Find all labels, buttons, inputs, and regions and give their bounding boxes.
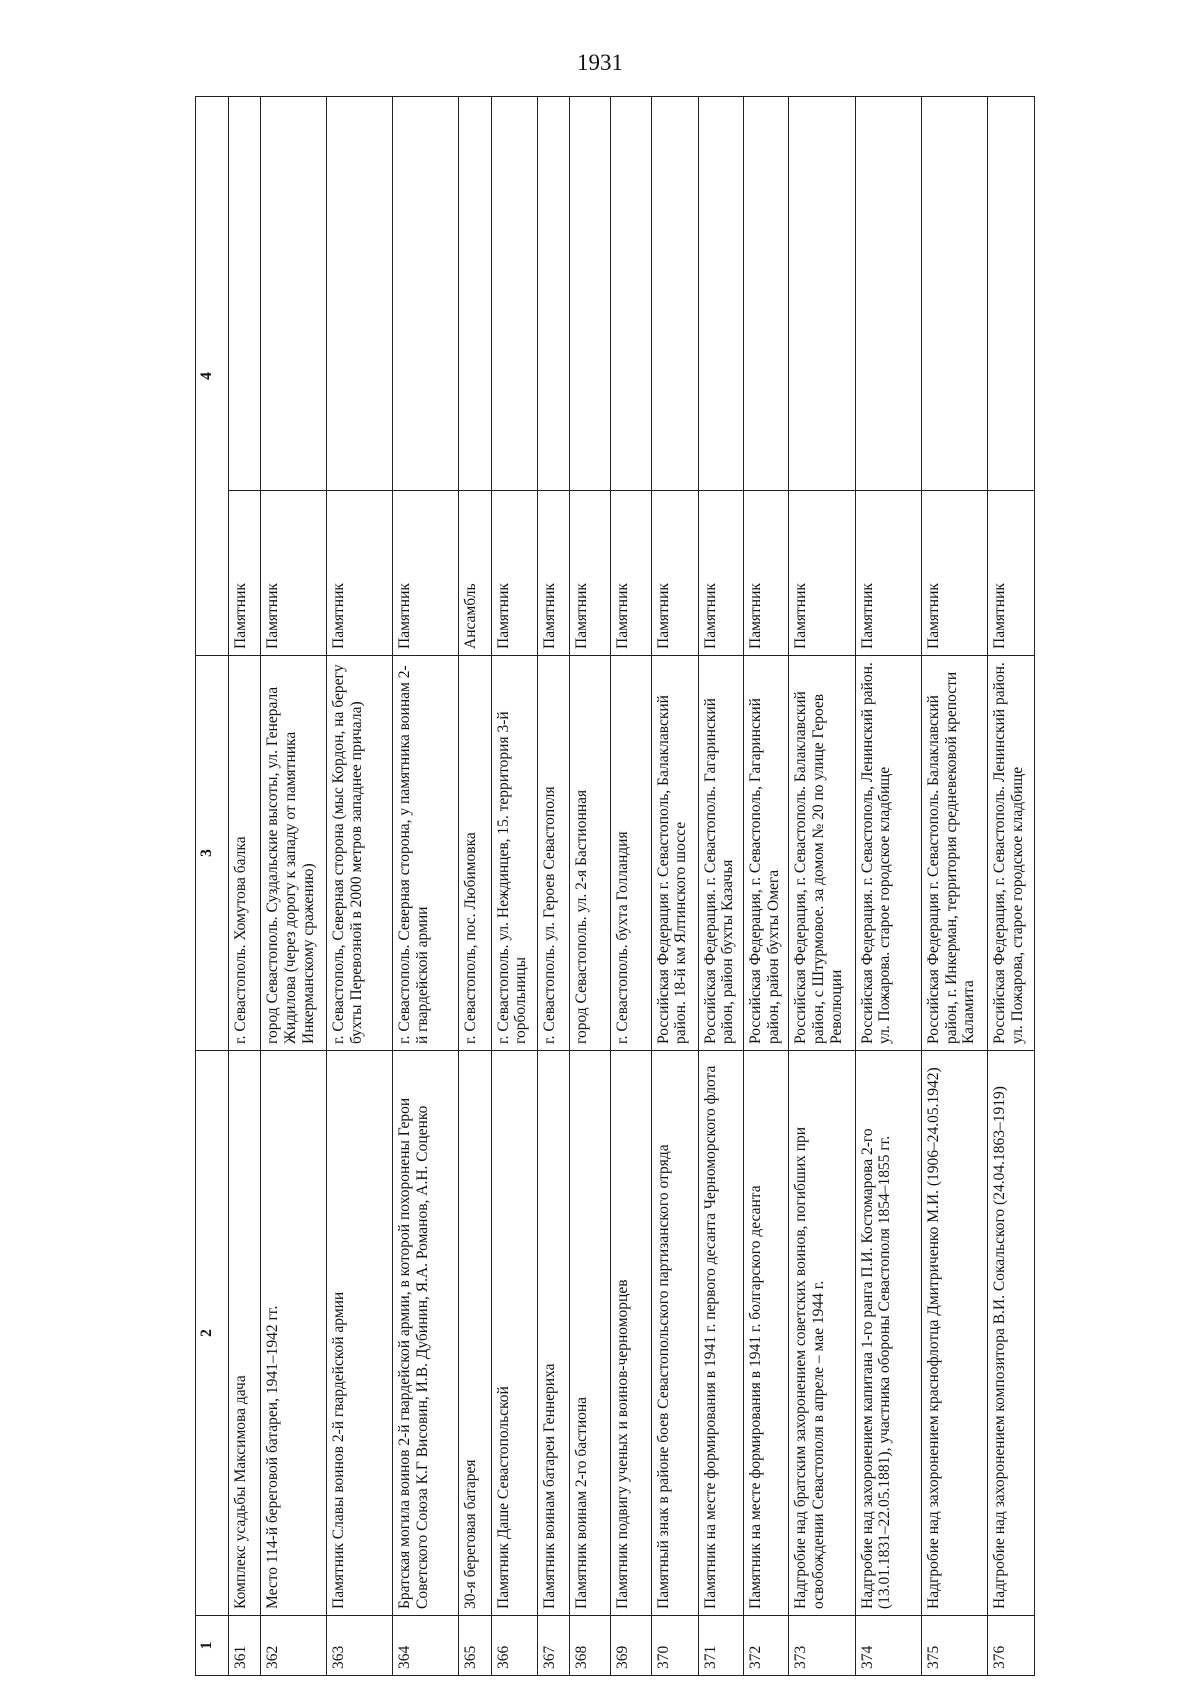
- monument-type-cell: Памятник: [393, 491, 459, 656]
- monument-name-cell: Комплекс усадьбы Максимова дача: [229, 1051, 261, 1616]
- monument-type-cell: Памятник: [491, 491, 538, 656]
- monument-address-cell: Российская Федерация, г. Севастополь. Балаклавский район, с Штурмовое. за домом № 20 по улице Героев Революции: [789, 656, 855, 1051]
- table-row: [987, 97, 1034, 1676]
- row-number-cell: 371: [698, 1616, 743, 1676]
- monument-name-cell: Место 114-й береговой батареи, 1941–1942 гг.: [261, 1051, 327, 1616]
- monument-address-cell: Российская Федерация. г. Севастополь. Гагаринский район, район бухты Казачья: [698, 656, 743, 1051]
- monument-address-cell: г. Севастополь. ул. Героев Севастополя: [538, 656, 570, 1051]
- monuments-table: [195, 96, 1035, 1676]
- table-row: [538, 97, 570, 1676]
- monument-note-cell: [570, 97, 611, 491]
- monument-note-cell: [393, 97, 459, 491]
- monument-note-cell: [491, 97, 538, 491]
- monument-note-cell: [921, 97, 987, 491]
- header-row: [196, 97, 229, 1676]
- monument-address-cell: г. Севастополь, пос. Любимовка: [459, 656, 491, 1051]
- monument-note-cell: [459, 97, 491, 491]
- monument-name-cell: Надгробие над захоронением краснофлотца Дмитриченко М.И. (1906–24.05.1942): [921, 1051, 987, 1616]
- monument-name-cell: Надгробие над захоронением капитана 1-го ранга П.И. Костомарова 2-го (13.01.1831–22.05.1881), участника обороны Севастополя 1854–1855 гг.: [855, 1051, 921, 1616]
- monument-type-cell: Ансамбль: [459, 491, 491, 656]
- page-number: 1931: [577, 50, 623, 75]
- monument-type-cell: Памятник: [327, 491, 393, 656]
- row-number-cell: 368: [570, 1616, 611, 1676]
- table-row: [651, 97, 698, 1676]
- monument-address-cell: Российская Федерация. г. Севастополь, Ленинский район. ул. Пожарова. старое городское кладбище: [855, 656, 921, 1051]
- table-row: [491, 97, 538, 1676]
- row-number-cell: 362: [261, 1616, 327, 1676]
- row-number-cell: 375: [921, 1616, 987, 1676]
- row-number-cell: 364: [393, 1616, 459, 1676]
- monument-note-cell: [855, 97, 921, 491]
- monument-type-cell: Памятник: [698, 491, 743, 656]
- table-row: [698, 97, 743, 1676]
- monument-address-cell: Российская Федерация, г. Севастополь, Гагаринский район, район бухты Омега: [744, 656, 789, 1051]
- table-row: [459, 97, 491, 1676]
- monument-name-cell: Памятник воинам батареи Геннериха: [538, 1051, 570, 1616]
- monument-name-cell: Братская могила воинов 2-й гвардейской армии, в которой похоронены Герои Советского Союза К.Г Висовин, И.В. Дубинин, Я.А. Романов, А.Н. Соценко: [393, 1051, 459, 1616]
- row-number-cell: 374: [855, 1616, 921, 1676]
- monument-type-cell: Памятник: [229, 491, 261, 656]
- row-number-cell: 373: [789, 1616, 855, 1676]
- monument-note-cell: [229, 97, 261, 491]
- monument-name-cell: 30-я береговая батарея: [459, 1051, 491, 1616]
- table-row: [744, 97, 789, 1676]
- monument-address-cell: Российская Федерация, г. Севастополь. Ленинский район. ул. Пожарова, старое городское кладбище: [987, 656, 1034, 1051]
- table-row: [261, 97, 327, 1676]
- table-row: [921, 97, 987, 1676]
- row-number-cell: 367: [538, 1616, 570, 1676]
- monument-note-cell: [538, 97, 570, 491]
- monument-note-cell: [698, 97, 743, 491]
- monument-name-cell: Надгробие над захоронением композитора В.И. Сокальского (24.04.1863–1919): [987, 1051, 1034, 1616]
- monument-type-cell: Памятник: [921, 491, 987, 656]
- monument-note-cell: [987, 97, 1034, 491]
- monument-note-cell: [651, 97, 698, 491]
- row-number-cell: 376: [987, 1616, 1034, 1676]
- monument-note-cell: [261, 97, 327, 491]
- monument-address-cell: город Севастополь. Суздальские высоты, ул. Генерала Жидилова (через дорогу к западу от памятника Инкерманскому сражению): [261, 656, 327, 1051]
- monument-name-cell: Памятник Даше Севастопольской: [491, 1051, 538, 1616]
- row-number-cell: 365: [459, 1616, 491, 1676]
- table-body: [229, 97, 1035, 1676]
- row-number-cell: 361: [229, 1616, 261, 1676]
- monument-address-cell: г. Севастополь. Северная сторона, у памятника воинам 2-й гвардейской армии: [393, 656, 459, 1051]
- table-row: [570, 97, 611, 1676]
- monument-address-cell: г. Севастополь. бухта Голландия: [611, 656, 652, 1051]
- monument-name-cell: Памятник на месте формирования в 1941 г. болгарского десанта: [744, 1051, 789, 1616]
- monument-address-cell: город Севастополь. ул. 2-я Бастионная: [570, 656, 611, 1051]
- monument-address-cell: Российская Федерация г. Севастополь, Балаклавский район. 18-й км Ялтинского шоссе: [651, 656, 698, 1051]
- monument-address-cell: г. Севастополь. ул. Неждинцев, 15. территория 3-й горбольницы: [491, 656, 538, 1051]
- monument-name-cell: Памятный знак в районе боев Севастопольского партизанского отряда: [651, 1051, 698, 1616]
- rotated-table-container: [195, 97, 1035, 1676]
- row-number-cell: 366: [491, 1616, 538, 1676]
- header-col-1: 1: [196, 1616, 229, 1676]
- monument-note-cell: [611, 97, 652, 491]
- table-row: [327, 97, 393, 1676]
- monument-name-cell: Надгробие над братским захоронением советских воинов, погибших при освобождении Севастополя в апреле – мае 1944 г.: [789, 1051, 855, 1616]
- monument-name-cell: Памятник воинам 2-го бастиона: [570, 1051, 611, 1616]
- monument-type-cell: Памятник: [789, 491, 855, 656]
- monument-name-cell: Памятник подвигу ученых и воинов-черноморцев: [611, 1051, 652, 1616]
- monument-note-cell: [789, 97, 855, 491]
- monument-type-cell: Памятник: [987, 491, 1034, 656]
- monument-type-cell: Памятник: [611, 491, 652, 656]
- monument-type-cell: Памятник: [261, 491, 327, 656]
- row-number-cell: 363: [327, 1616, 393, 1676]
- monument-address-cell: г. Севастополь. Хомутова балка: [229, 656, 261, 1051]
- table-row: [611, 97, 652, 1676]
- monument-type-cell: Памятник: [855, 491, 921, 656]
- header-col-3: 3: [196, 656, 229, 1051]
- monument-type-cell: Памятник: [651, 491, 698, 656]
- table-row: [229, 97, 261, 1676]
- row-number-cell: 370: [651, 1616, 698, 1676]
- monument-address-cell: г. Севастополь, Северная сторона (мыс Кордон, на берегу бухты Перевозной в 2000 метров западнее причала): [327, 656, 393, 1051]
- table-row: [855, 97, 921, 1676]
- table-row: [393, 97, 459, 1676]
- monument-address-cell: Российская Федерация г. Севастополь. Балаклавский район, г. Инкерман, территория средневековой крепости Каламита: [921, 656, 987, 1051]
- monument-type-cell: Памятник: [570, 491, 611, 656]
- row-number-cell: 369: [611, 1616, 652, 1676]
- monument-note-cell: [327, 97, 393, 491]
- monument-type-cell: Памятник: [744, 491, 789, 656]
- monument-name-cell: Памятник Славы воинов 2-й гвардейской армии: [327, 1051, 393, 1616]
- monument-note-cell: [744, 97, 789, 491]
- row-number-cell: 372: [744, 1616, 789, 1676]
- monument-type-cell: Памятник: [538, 491, 570, 656]
- header-col-4: 4: [196, 97, 229, 656]
- monument-name-cell: Памятник на месте формирования в 1941 г. первого десанта Черноморского флота: [698, 1051, 743, 1616]
- table-row: [789, 97, 855, 1676]
- header-col-2: 2: [196, 1051, 229, 1616]
